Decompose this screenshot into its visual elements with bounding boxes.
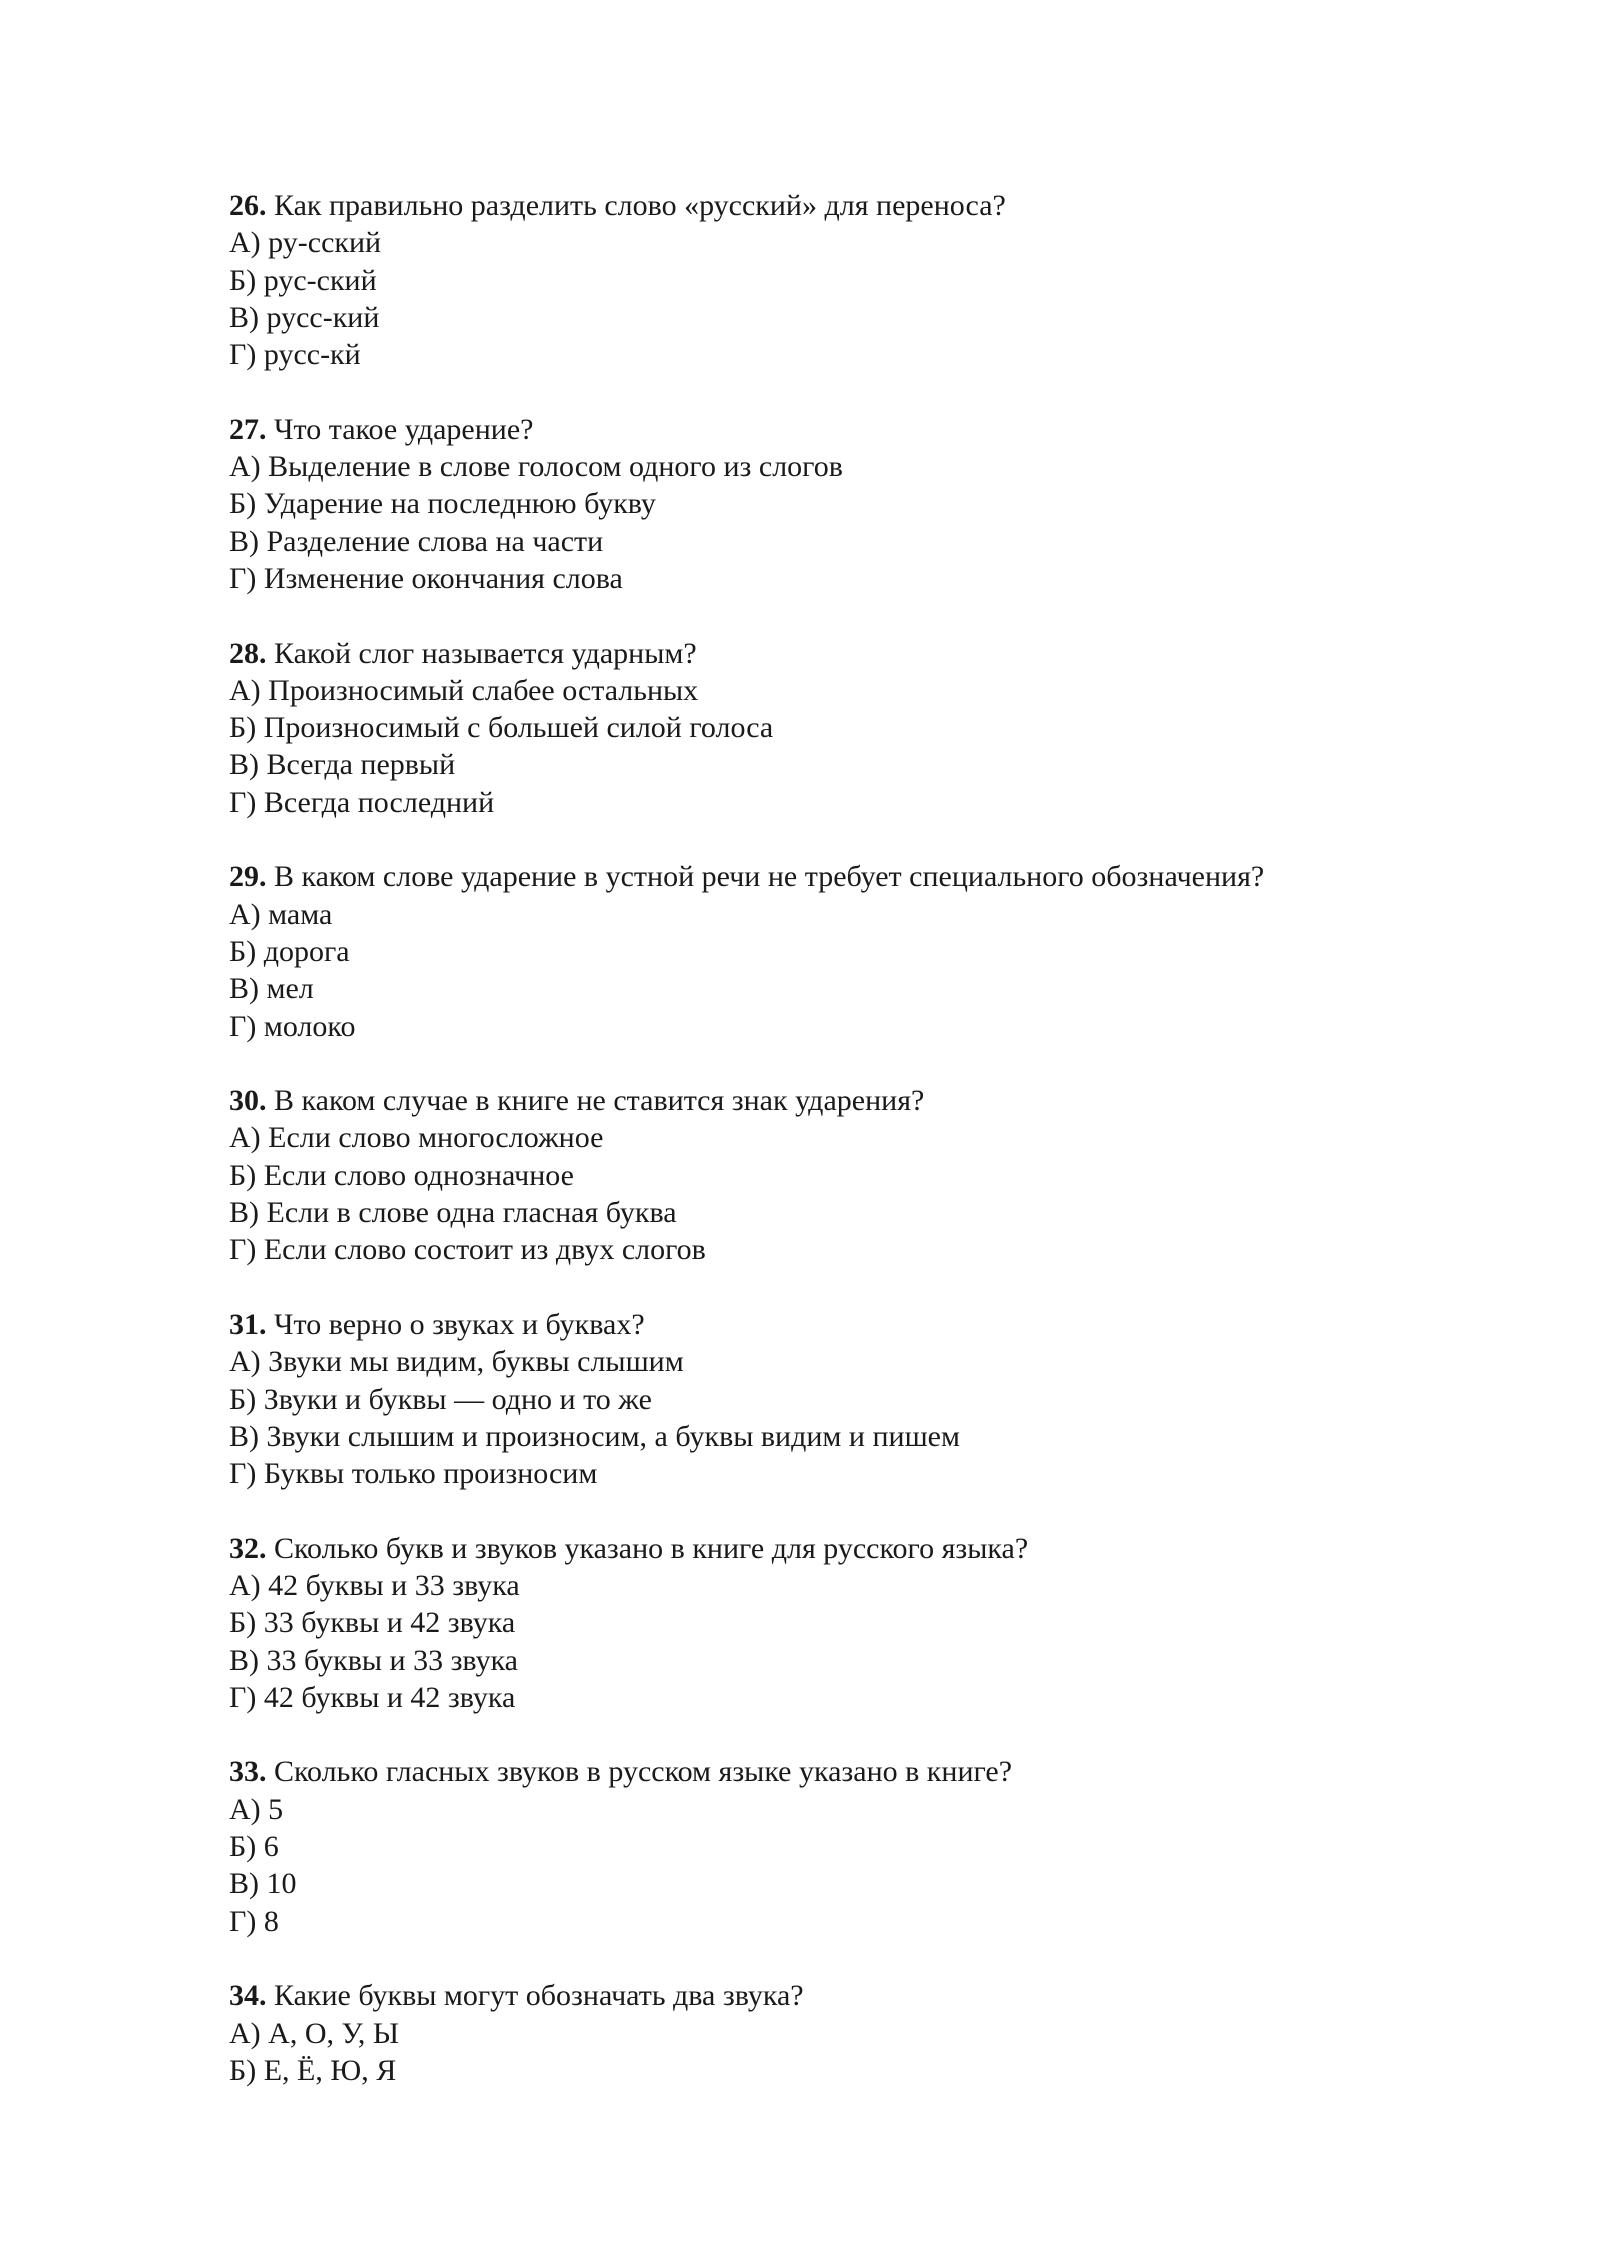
answer-option: Б) Ударение на последнюю букву <box>229 487 656 521</box>
answer-option: Б) Е, Ё, Ю, Я <box>229 2053 397 2087</box>
answer-option: В) 33 буквы и 33 звука <box>229 1643 518 1677</box>
question-number: 27. <box>229 412 267 446</box>
answer-option: А) ру-сский <box>229 226 382 260</box>
answer-option: Б) Если слово однозначное <box>229 1158 574 1192</box>
answer-option: А) мама <box>229 897 333 931</box>
answer-option: В) Разделение слова на части <box>229 524 604 558</box>
question-line <box>229 411 1429 448</box>
answer-option: Б) рус-ский <box>229 263 377 297</box>
answer-option: Б) Звуки и буквы — одно и то же <box>229 1382 652 1416</box>
answer-option: А) 5 <box>229 1792 284 1826</box>
answer-option: Г) Если слово состоит из двух слогов <box>229 1233 706 1267</box>
question-block <box>229 1082 1429 1268</box>
question-text: В каком случае в книге не ставится знак ударения? <box>274 1084 925 1118</box>
answer-option: Г) Буквы только произносим <box>229 1457 598 1491</box>
document-page <box>229 187 1429 2126</box>
question-line <box>229 1977 1429 2014</box>
question-number: 31. <box>229 1307 267 1341</box>
question-text: Какой слог называется ударным? <box>274 636 697 670</box>
question-block <box>229 1306 1429 1492</box>
question-number: 29. <box>229 860 267 894</box>
answer-option: Г) Всегда последний <box>229 785 495 819</box>
answer-option: В) Если в слове одна гласная буква <box>229 1196 677 1230</box>
answer-option: Г) русс-кй <box>229 338 361 372</box>
answer-option: А) 42 буквы и 33 звука <box>229 1568 520 1602</box>
question-number: 34. <box>229 1979 267 2013</box>
answer-option: А) Звуки мы видим, буквы слышим <box>229 1345 684 1379</box>
question-line <box>229 1082 1429 1119</box>
question-line <box>229 1306 1429 1343</box>
question-text: Какие буквы могут обозначать два звука? <box>274 1979 804 2013</box>
answer-option: В) русс-кий <box>229 300 380 334</box>
question-line <box>229 635 1429 672</box>
question-block <box>229 1753 1429 1939</box>
answer-option: В) мел <box>229 972 314 1006</box>
question-line <box>229 858 1429 895</box>
question-text: Что верно о звуках и буквах? <box>274 1307 645 1341</box>
answer-option: Б) 33 буквы и 42 звука <box>229 1606 516 1640</box>
answer-option: Г) молоко <box>229 1009 356 1043</box>
answer-option: Г) Изменение окончания слова <box>229 561 623 595</box>
answer-option: А) А, О, У, Ы <box>229 2016 399 2050</box>
question-block <box>229 858 1429 1044</box>
answer-option: В) Звуки слышим и произносим, а буквы видим и пишем <box>229 1419 960 1453</box>
answer-option: А) Выделение в слове голосом одного из слогов <box>229 450 843 484</box>
answer-option: В) 10 <box>229 1867 297 1901</box>
question-block <box>229 635 1429 821</box>
question-number: 28. <box>229 636 267 670</box>
question-number: 32. <box>229 1531 267 1565</box>
question-text: Сколько гласных звуков в русском языке указано в книге? <box>274 1755 1013 1789</box>
answer-option: Г) 8 <box>229 1904 279 1938</box>
answer-option: Б) Произносимый с большей силой голоса <box>229 711 774 745</box>
question-text: Сколько букв и звуков указано в книге для русского языка? <box>274 1531 1029 1565</box>
answer-option: А) Если слово многосложное <box>229 1121 604 1155</box>
question-text: Как правильно разделить слово «русский» для переноса? <box>274 189 1006 222</box>
question-line <box>229 1753 1429 1790</box>
question-block <box>229 1530 1429 1716</box>
question-number: 30. <box>229 1084 267 1118</box>
answer-option: Б) дорога <box>229 934 350 968</box>
question-line <box>229 187 1429 224</box>
question-number: 26. <box>229 189 267 222</box>
question-block <box>229 187 1429 373</box>
question-line <box>229 1530 1429 1567</box>
answer-option: В) Всегда первый <box>229 748 456 782</box>
answer-option: Б) 6 <box>229 1830 279 1864</box>
question-block <box>229 411 1429 597</box>
answer-option: Г) 42 буквы и 42 звука <box>229 1680 516 1714</box>
question-block <box>229 1977 1429 2089</box>
question-text: В каком слове ударение в устной речи не требует специального обозначения? <box>274 860 1265 894</box>
question-text: Что такое ударение? <box>274 412 534 446</box>
answer-option: А) Произносимый слабее остальных <box>229 673 699 707</box>
question-number: 33. <box>229 1755 267 1789</box>
